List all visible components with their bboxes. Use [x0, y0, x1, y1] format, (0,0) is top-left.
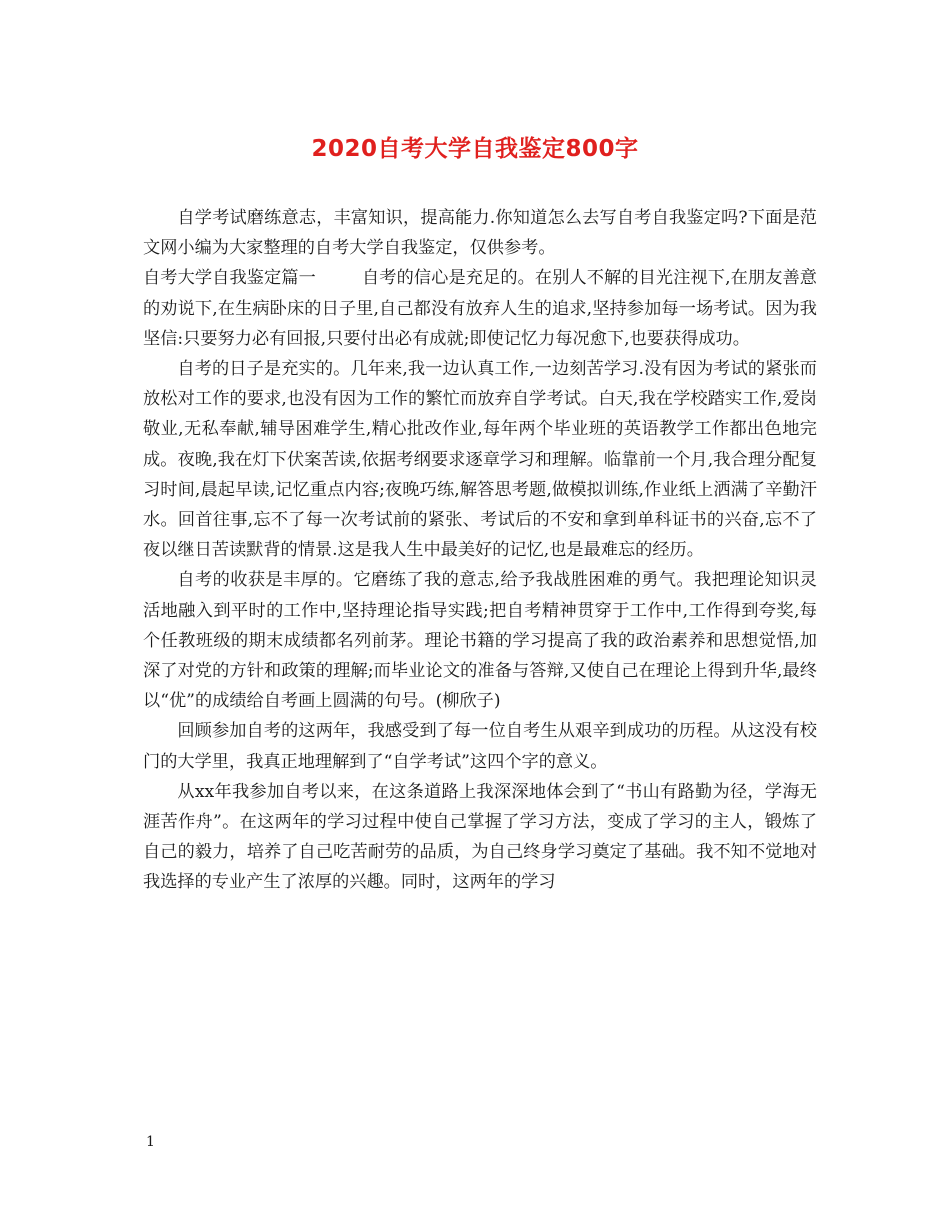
page-number: 1: [146, 1134, 155, 1150]
body-paragraph: 自考的日子是充实的。几年来,我一边认真工作,一边刻苦学习.没有因为考试的紧张而放松对工作的要求,也没有因为工作的繁忙而放弃自学考试。白天,我在学校踏实工作,爱岗敬业,无私奉献,辅导困难学生,精心批改作业,每年两个毕业班的英语教学工作都出色地完成。夜晚,我在灯下伏案苦读,依据考纲要求逐章学习和理解。临靠前一个月,我合理分配复习时间,晨起早读,记忆重点内容;夜晚巧练,解答思考题,做模拟训练,作业纸上洒满了辛勤汗水。回首往事,忘不了每一次考试前的紧张、考试后的不安和拿到单科证书的兴奋,忘不了夜以继日苦读默背的情景.这是我人生中最美好的记忆,也是最难忘的经历。: [143, 359, 817, 561]
document-body: [143, 203, 817, 898]
document-title: 2020自考大学自我鉴定800字: [311, 136, 639, 162]
section-first-paragraph-text: 自考的信心是充足的。在别人不解的目光注视下,在朋友善意的劝说下,在生病卧床的日子里,自己都没有放弃人生的追求,坚持参加每一场考试。因为我坚信:只要努力必有回报,只要付出必有成就;即使记忆力每况愈下,也要获得成功。: [143, 268, 817, 349]
section-paragraph: [143, 263, 817, 354]
section-heading: 自考大学自我鉴定篇一: [143, 268, 316, 289]
body-paragraph: 回顾参加自考的这两年，我感受到了每一位自考生从艰辛到成功的历程。从这没有校门的大学里，我真正地理解到了“自学考试”这四个字的意义。: [143, 721, 817, 772]
body-paragraph: 从xx年我参加自考以来，在这条道路上我深深地体会到了“书山有路勤为径，学海无涯苦作舟”。在这两年的学习过程中使自己掌握了学习方法，变成了学习的主人，锻炼了自己的毅力，培养了自己吃苦耐劳的品质，为自己终身学习奠定了基础。我不知不觉地对我选择的专业产生了浓厚的兴趣。同时，这两年的学习: [143, 781, 817, 893]
intro-paragraph: 自学考试磨练意志，丰富知识，提高能力.你知道怎么去写自考自我鉴定吗?下面是范文网小编为大家整理的自考大学自我鉴定，仅供参考。: [143, 208, 817, 259]
body-paragraph: 自考的收获是丰厚的。它磨练了我的意志,给予我战胜困难的勇气。我把理论知识灵活地融入到平时的工作中,坚持理论指导实践;把自考精神贯穿于工作中,工作得到夸奖,每个任教班级的期末成绩都名列前茅。理论书籍的学习提高了我的政治素养和思想觉悟,加深了对党的方针和政策的理解;而毕业论文的准备与答辩,又使自己在理论上得到升华,最终以“优”的成绩给自考画上圆满的句号。(柳欣子): [143, 570, 817, 712]
